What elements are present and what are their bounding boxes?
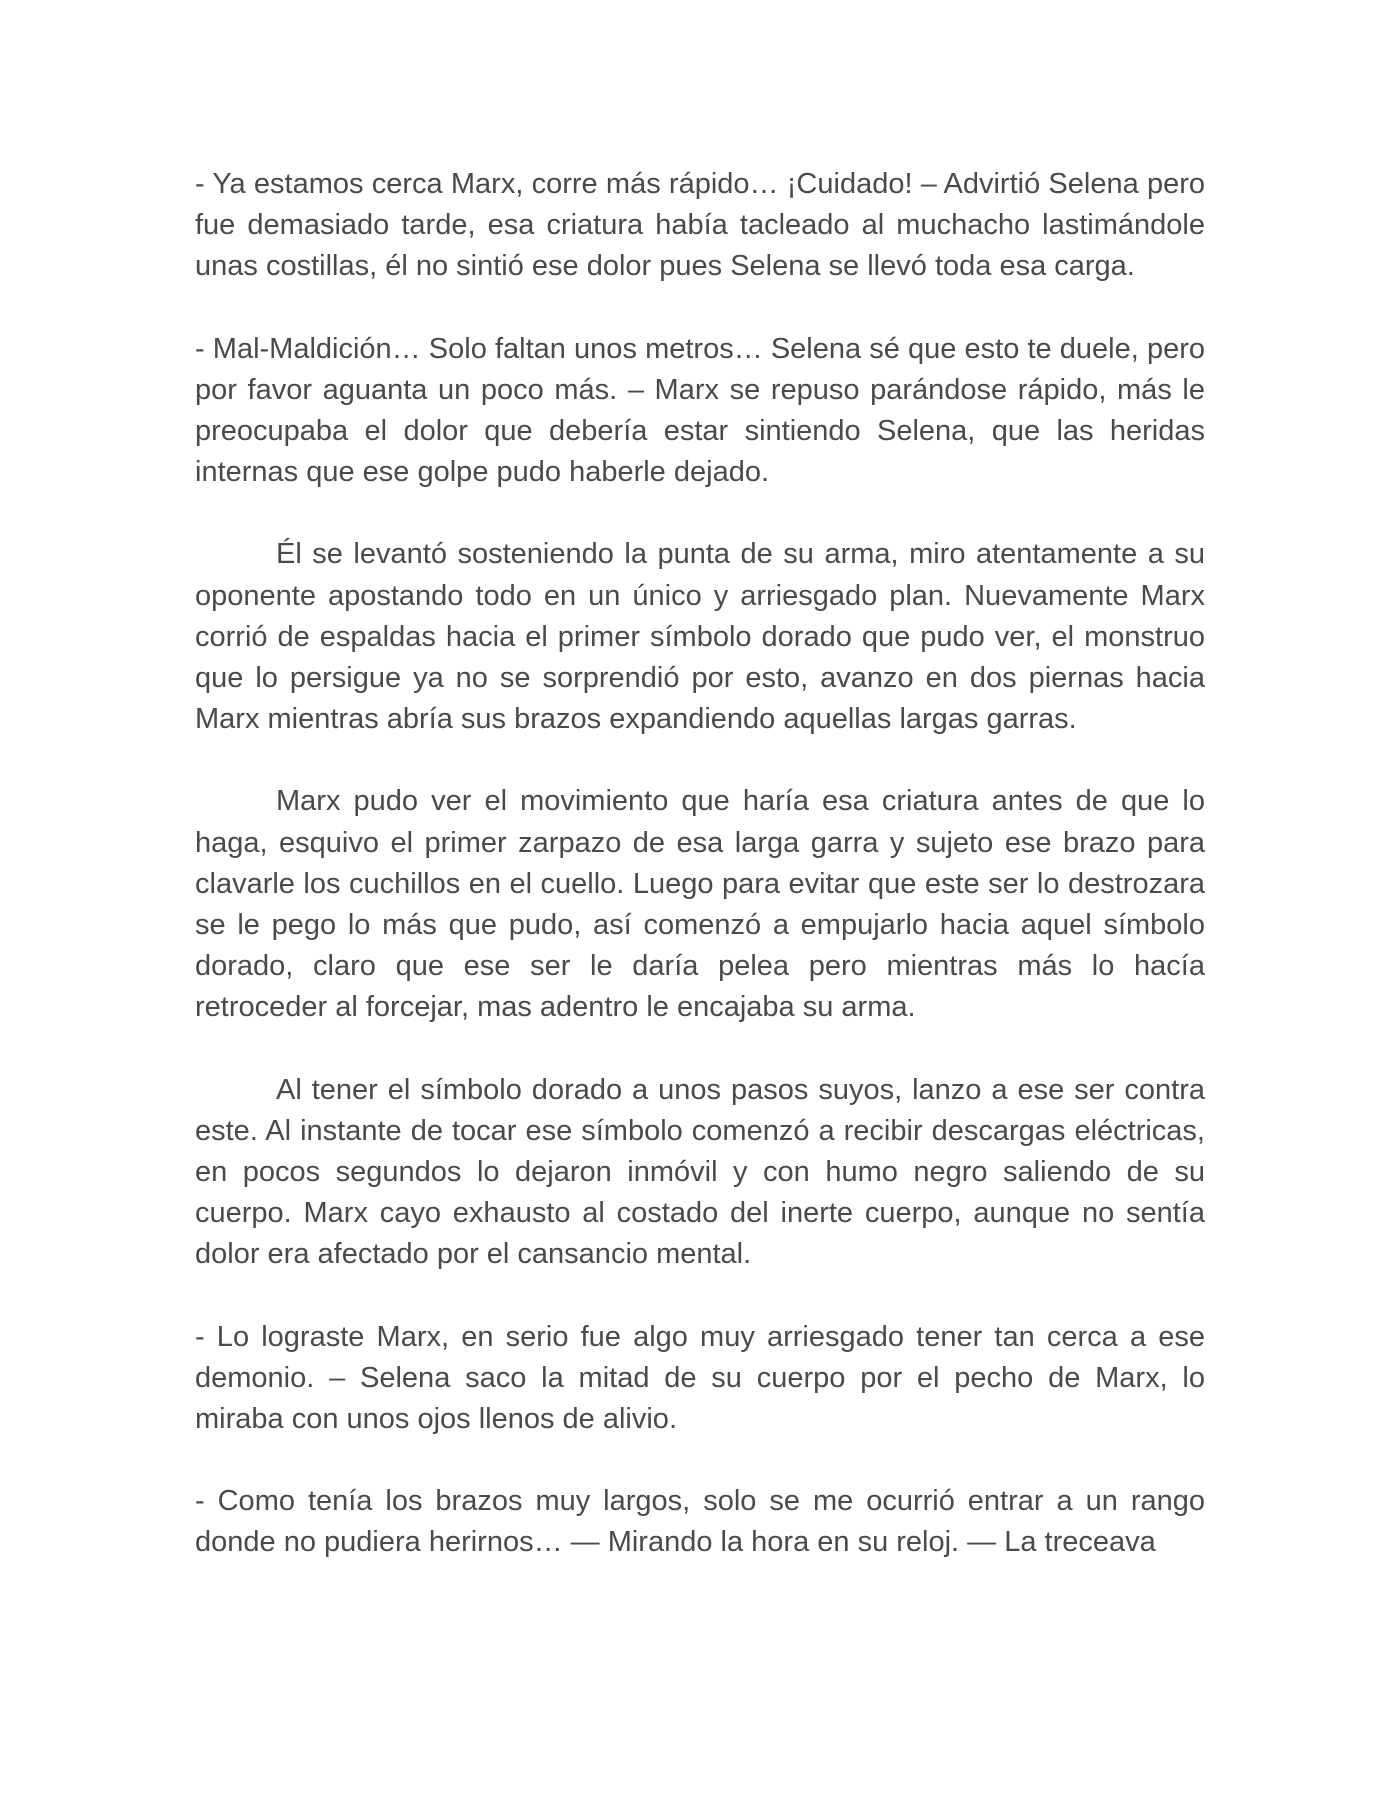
paragraph-3: Él se levantó sosteniendo la punta de su arma, miro atentamente a su oponente apostando todo en un único y arriesgado plan. Nuevamente Marx corrió de espaldas hacia el primer símbolo dorado que pudo ver, el monstruo que lo persigue ya no se sorprendió por esto, avanzo en dos piernas hacia Marx mientras abría sus brazos expandiendo aquellas largas garras.	[195, 538, 1205, 736]
paragraph-5: Al tener el símbolo dorado a unos pasos suyos, lanzo a ese ser contra este. Al instante de tocar ese símbolo comenzó a recibir descargas eléctricas, en pocos segundos lo dejaron inmóvil y con humo negro saliendo de su cuerpo. Marx cayo exhausto al costado del inerte cuerpo, aunque no sentía dolor era afectado por el cansancio mental.	[195, 1073, 1205, 1271]
paragraph-7: - Como tenía los brazos muy largos, solo se me ocurrió entrar a un rango donde no pudiera herirnos… — Mirando la hora en su reloj. — La treceava	[195, 1485, 1205, 1559]
paragraph-4: Marx pudo ver el movimiento que haría esa criatura antes de que lo haga, esquivo el primer zarpazo de esa larga garra y sujeto ese brazo para clavarle los cuchillos en el cuello. Luego para evitar que este ser lo destrozara se le pego lo más que pudo, así comenzó a empujarlo hacia aquel símbolo dorado, claro que ese ser le daría pelea pero mientras más lo hacía retroceder al forcejar, mas adentro le encajaba su arma.	[195, 785, 1205, 1024]
paragraph-2: - Mal-Maldición… Solo faltan unos metros… Selena sé que esto te duele, pero por favor aguanta un poco más. – Marx se repuso parándose rápido, más le preocupaba el dolor que debería estar sintiendo Selena, que las heridas internas que ese golpe pudo haberle dejado.	[195, 332, 1205, 489]
document-body	[195, 164, 1205, 1564]
paragraph-6: - Lo lograste Marx, en serio fue algo muy arriesgado tener tan cerca a ese demonio. – Selena saco la mitad de su cuerpo por el pecho de Marx, lo miraba con unos ojos llenos de alivio.	[195, 1320, 1205, 1436]
paragraph-1: - Ya estamos cerca Marx, corre más rápido… ¡Cuidado! – Advirtió Selena pero fue demasiado tarde, esa criatura había tacleado al muchacho lastimándole unas costillas, él no sintió ese dolor pues Selena se llevó toda esa carga.	[195, 168, 1205, 283]
